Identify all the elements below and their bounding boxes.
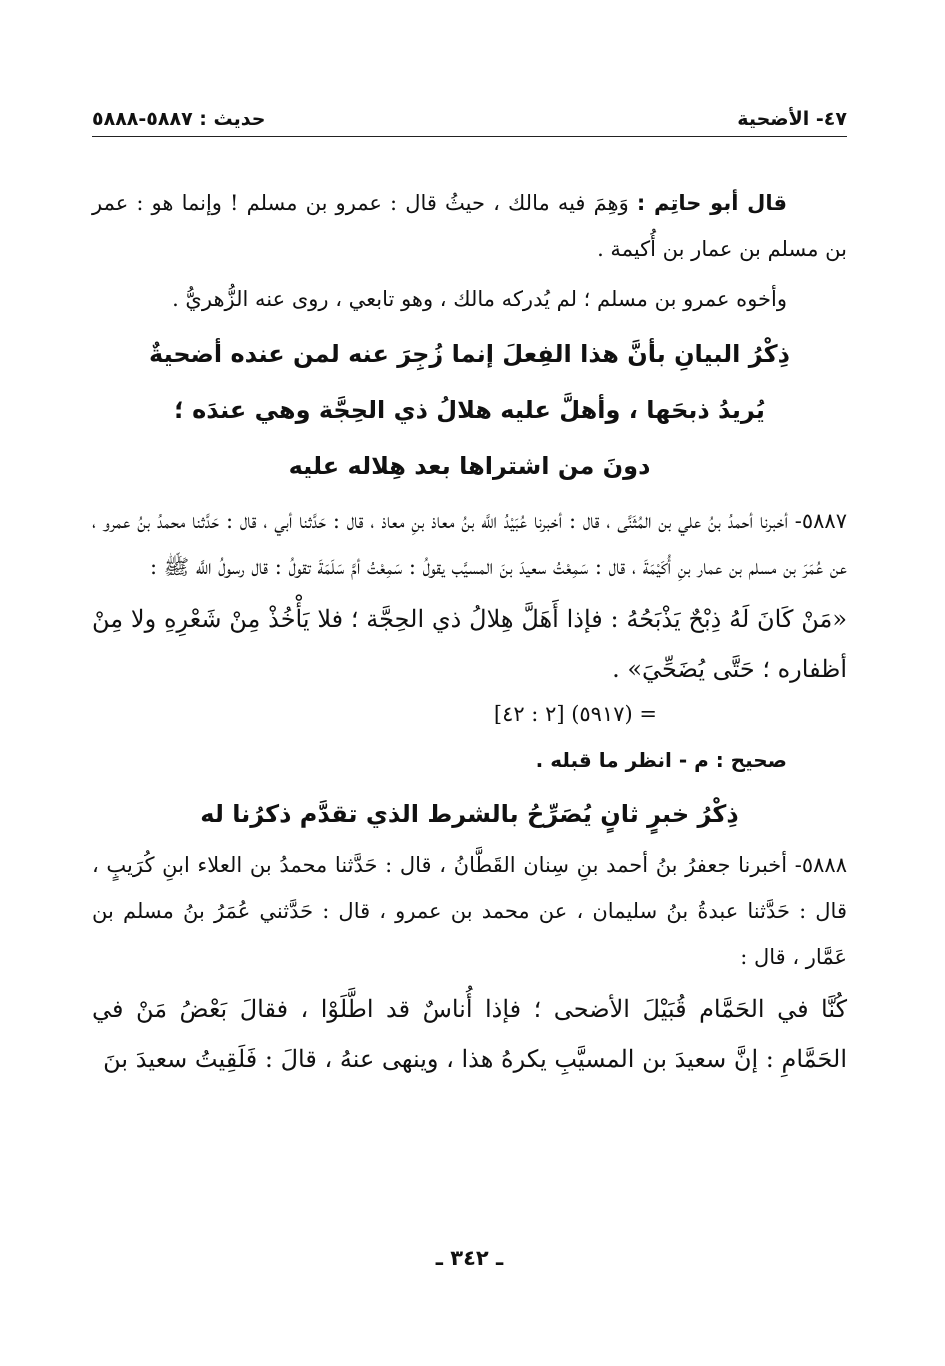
matn-5888: كُنَّا في الحَمَّام قُبَيْلَ الأضحى ؛ فإذا أُناسٌ قد اطَّلَوْا ، فقالَ بَعْضُ مَنْ في الحَمَّامِ : إنَّ سعيدَ بن المسيَّبِ يكرهُ هذا ، وينهى عنهُ ، قالَ : فَلَقِيتُ سعيدَ بنَ [92, 995, 847, 1073]
matn-5887: «مَنْ كَانَ لَهُ ذِبْحٌ يَذْبَحُهُ : فإذا أَهَلَّ هِلالُ ذي الحِجَّة ؛ فلا يَأْخُذْ مِنْ شَعْرِهِ ولا مِنْ أظفاره ؛ حَتَّى يُضَحِّيَ» . [92, 605, 847, 683]
page-number: ـ ٣٤٢ ـ [435, 1246, 504, 1270]
isnad-5888: ٥٨٨٨- أخبرنا جعفرُ بنُ أحمد بنِ سِنان القَطَّانُ ، قال : حَدَّثنا محمدُ بن العلاء ابنِ كُرَيبٍ ، قال : حَدَّثنا عبدةُ بنُ سليمان ، عن محمد بن عمرو ، قال : حَدَّثني عُمَرُ بنُ مسلم بن عَمَّار ، قال : [92, 853, 847, 969]
section-heading-2: ذِكْرُ خبرٍ ثانٍ يُصَرِّحُ بالشرط الذي تقدَّم ذكرُنا له [200, 800, 739, 828]
running-header [92, 96, 847, 137]
chapter-title: ٤٧- الأضحية [737, 108, 847, 130]
hadith-range: حديث : ٥٨٨٧-٥٨٨٨ [92, 108, 266, 130]
commentary-text: وَهِمَ فيه مالك ، حيثُ قال : عمرو بن مسلم ! وإنما هو : عمر بن مسلم بن عمار بن أُكيمة . [92, 191, 847, 261]
commentary-lead: قال أبو حاتِم : [636, 191, 788, 215]
commentary-paragraph-2: وأخوه عمرو بن مسلم ؛ لم يُدركه مالك ، وهو تابعي ، روى عنه الزُّهريُّ . [172, 287, 787, 311]
isnad-5887: ٥٨٨٧- أخبرنا أحمدُ بنُ علي بن المُثَنَّى ، قال : أخبرنا عُبَيْدُ اللَّه بنُ معاذ بنِ معاذ ، قال : حَدَّثنا أبي ، قال : حَدَّثنا محمدُ بنُ عمرو ، عن عُمَرَ بن مسلم بن عمار بنِ أُكَيْمَةَ ، قال : سَمِعْتُ سعيدَ بنَ المسيَّب يقولُ : سَمِعْتُ أمَّ سَلَمَةَ تقولُ : قال رسولُ اللَّه ﷺ : [92, 509, 847, 579]
page-body [92, 180, 847, 1084]
section-heading-1-line-1: ذِكْرُ البيانِ بأنَّ هذا الفِعلَ إنما زُجِرَ عنه لمن عنده أضحيةٌ [149, 340, 790, 368]
section-heading-1-line-3: دونَ من اشتراها بعد هِلاله عليه [288, 452, 651, 480]
cross-reference: = (٥٩١٧) [٢ : ٤٢] [493, 702, 657, 726]
section-heading-1-line-2: يُريدُ ذبحَها ، وأهلَّ عليه هلالُ ذي الحِجَّة وهي عندَه ؛ [174, 396, 765, 424]
commentary-paragraph [92, 180, 847, 272]
hadith-grade: صحيح : م - انظر ما قبله . [535, 748, 787, 772]
book-page [92, 0, 847, 1366]
